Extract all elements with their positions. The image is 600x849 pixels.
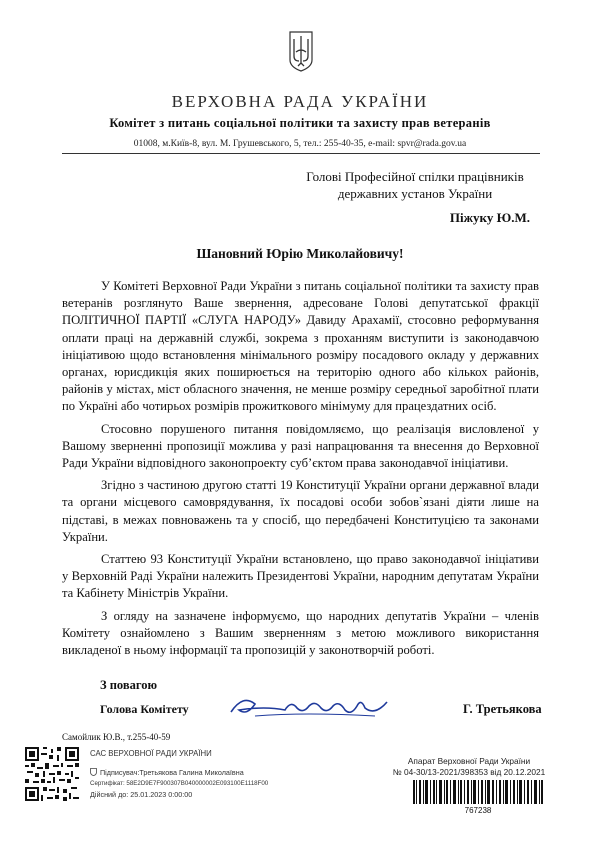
e-signature-signer xyxy=(90,767,330,778)
salutation: Шановний Юрію Миколайовичу! xyxy=(196,246,404,261)
barcode-number: 767238 xyxy=(464,806,492,815)
registration-number: № 04-30/13-2021/398353 від 20.12.2021 xyxy=(392,766,546,777)
body-paragraph-4: Статтею 93 Конституції України встановлено, що право законодавчої ініціативи у Верховній Раді України належить Президентові України, народним депутатам України та Кабінету Міністрів України. xyxy=(62,552,539,601)
recipient-line-1: Голові Професійної спілки працівників xyxy=(306,169,524,184)
header-divider xyxy=(62,153,540,154)
body-paragraph-2: Стосовно порушеного питання повідомляємо, що реалізація висловленої у Вашому зверненні пропозиції можлива у разі напрацювання та внесення до Верховної Ради України відповідного законопроекту суб’єктом права законодавчої ініціативи. xyxy=(62,421,539,471)
qr-code xyxy=(25,747,79,801)
e-signature-certificate: Сертифікат: 58E2D9E7F900307B040000002E093100E1118F00 xyxy=(90,780,269,787)
e-signature-issuer: САС ВЕРХОВНОЇ РАДИ УКРАЇНИ xyxy=(90,749,212,758)
letter-body xyxy=(62,278,539,664)
tryzub-icon xyxy=(288,30,314,72)
registration-office: Апарат Верховної Ради України xyxy=(407,756,531,766)
signer-position: Голова Комітету xyxy=(100,702,189,716)
signer-name: Г. Третьякова xyxy=(463,702,542,716)
committee-address: 01008, м.Київ-8, вул. М. Грушевського, 5, тел.: 255-40-35, e-mail: spvr@rada.gov.ua xyxy=(133,139,467,149)
body-paragraph-3: Згідно з частиною другою статті 19 Конституції України органи державної влади та органи місцевого самоврядування, їх посадові особи зобов`язані діяти лише на підставі, в межах повноважень та у спосіб, що передбачені Конституцією та законами України. xyxy=(62,478,539,544)
body-paragraph-1: У Комітеті Верховної Ради України з питань соціальної політики та захисту прав ветеранів розглянуто Ваше звернення, адресоване Голові депутатської фракції ПОЛІТИЧНОЇ ПАРТІЇ «СЛУГА НАРОДУ» Давиду Арахамії, стосовно реформування оплати праці на державній службі, зокрема з проханням виступити із законодавчою ініціативою щодо встановлення мінімального розміру посадового окладу у державних органах, юрисдикція яких поширюється на територію одного або кількох районів, районів у містах, міст обласного значення, не менше розміру середньої заробітної плати по Україні або чотирьох розмірів прожиткового мінімуму для працездатних осіб. xyxy=(62,279,539,414)
executor-info: Самойлик Ю.В., т.255-40-59 xyxy=(62,732,171,742)
e-signature-signer-text: Підписувач:Третьякова Галина Миколаївна xyxy=(100,768,244,777)
e-signature-valid-until: Дійсний до: 25.01.2023 0:00:00 xyxy=(90,790,193,799)
e-signature-stamp xyxy=(90,748,330,800)
committee-name: Комітет з питань соціальної політики та захисту прав ветеранів xyxy=(109,116,491,130)
recipient-block xyxy=(300,168,530,202)
closing-regards: З повагою xyxy=(100,678,158,692)
body-paragraph-5: З огляду на зазначене інформуємо, що народних депутатів України – членів Комітету ознайомлено з Вашим зверненням з метою можливого використання викладеної в ньому інформації та пропозицій у законотворчій роботі. xyxy=(62,608,539,658)
handwritten-signature xyxy=(225,686,395,726)
signature-shield-icon xyxy=(90,768,97,776)
recipient-name: Піжуку Ю.М. xyxy=(449,210,530,225)
recipient-line-2: державних установ України xyxy=(337,186,493,201)
registration-stamp xyxy=(380,756,558,777)
barcode xyxy=(413,780,543,804)
organization-name: ВЕРХОВНА РАДА УКРАЇНИ xyxy=(171,92,429,111)
